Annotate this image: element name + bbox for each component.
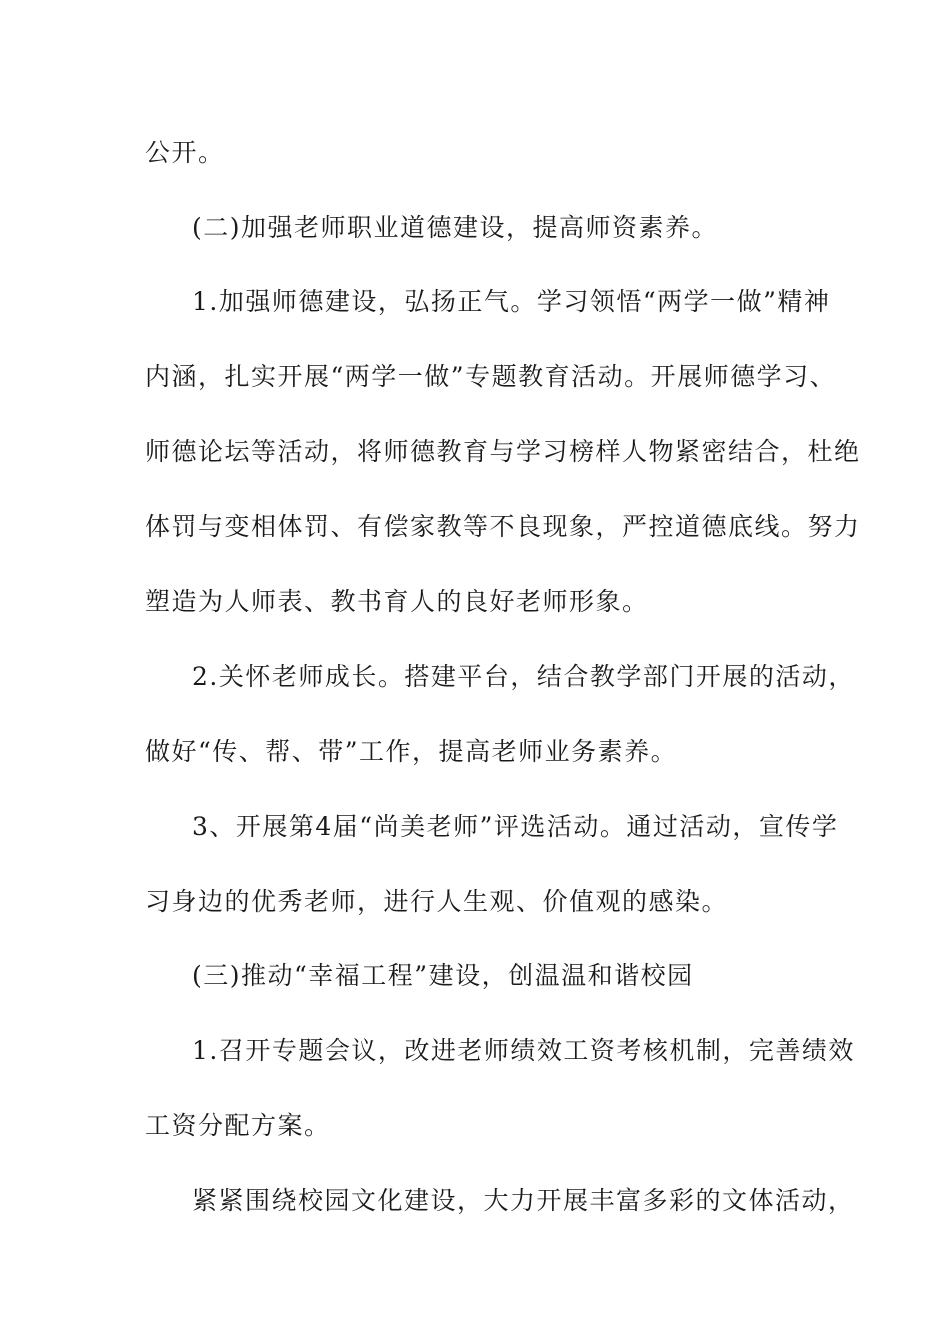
text-line: 2.关怀老师成长。搭建平台，结合教学部门开展的活动，	[192, 662, 855, 691]
text-line: 工资分配方案。	[145, 1111, 331, 1140]
text-line: 习身边的优秀老师，进行人生观、价值观的感染。	[145, 887, 729, 916]
text-line: 公开。	[145, 138, 225, 167]
section-heading: (二)加强老师职业道德建设，提高师资素养。	[192, 213, 719, 242]
text-line: 师德论坛等活动，将师德教育与学习榜样人物紧密结合，杜绝	[145, 437, 861, 466]
text-line: 塑造为人师表、教书育人的良好老师形象。	[145, 587, 649, 616]
text-line: 1.召开专题会议，改进老师绩效工资考核机制，完善绩效	[192, 1036, 855, 1065]
text-line: 紧紧围绕校园文化建设，大力开展丰富多彩的文体活动，	[192, 1186, 855, 1215]
text-line: 1.加强师德建设，弘扬正气。学习领悟“两学一做”精神	[192, 287, 831, 316]
text-line: 3、开展第4届“尚美老师”评选活动。通过活动，宣传学	[192, 812, 839, 841]
section-heading: (三)推动“幸福工程”建设，创温温和谐校园	[192, 961, 694, 990]
text-line: 内涵，扎实开展“两学一做”专题教育活动。开展师德学习、	[145, 362, 837, 391]
text-line: 做好“传、帮、带”工作，提高老师业务素养。	[145, 737, 678, 766]
text-line: 体罚与变相体罚、有偿家教等不良现象，严控道德底线。努力	[145, 512, 861, 541]
